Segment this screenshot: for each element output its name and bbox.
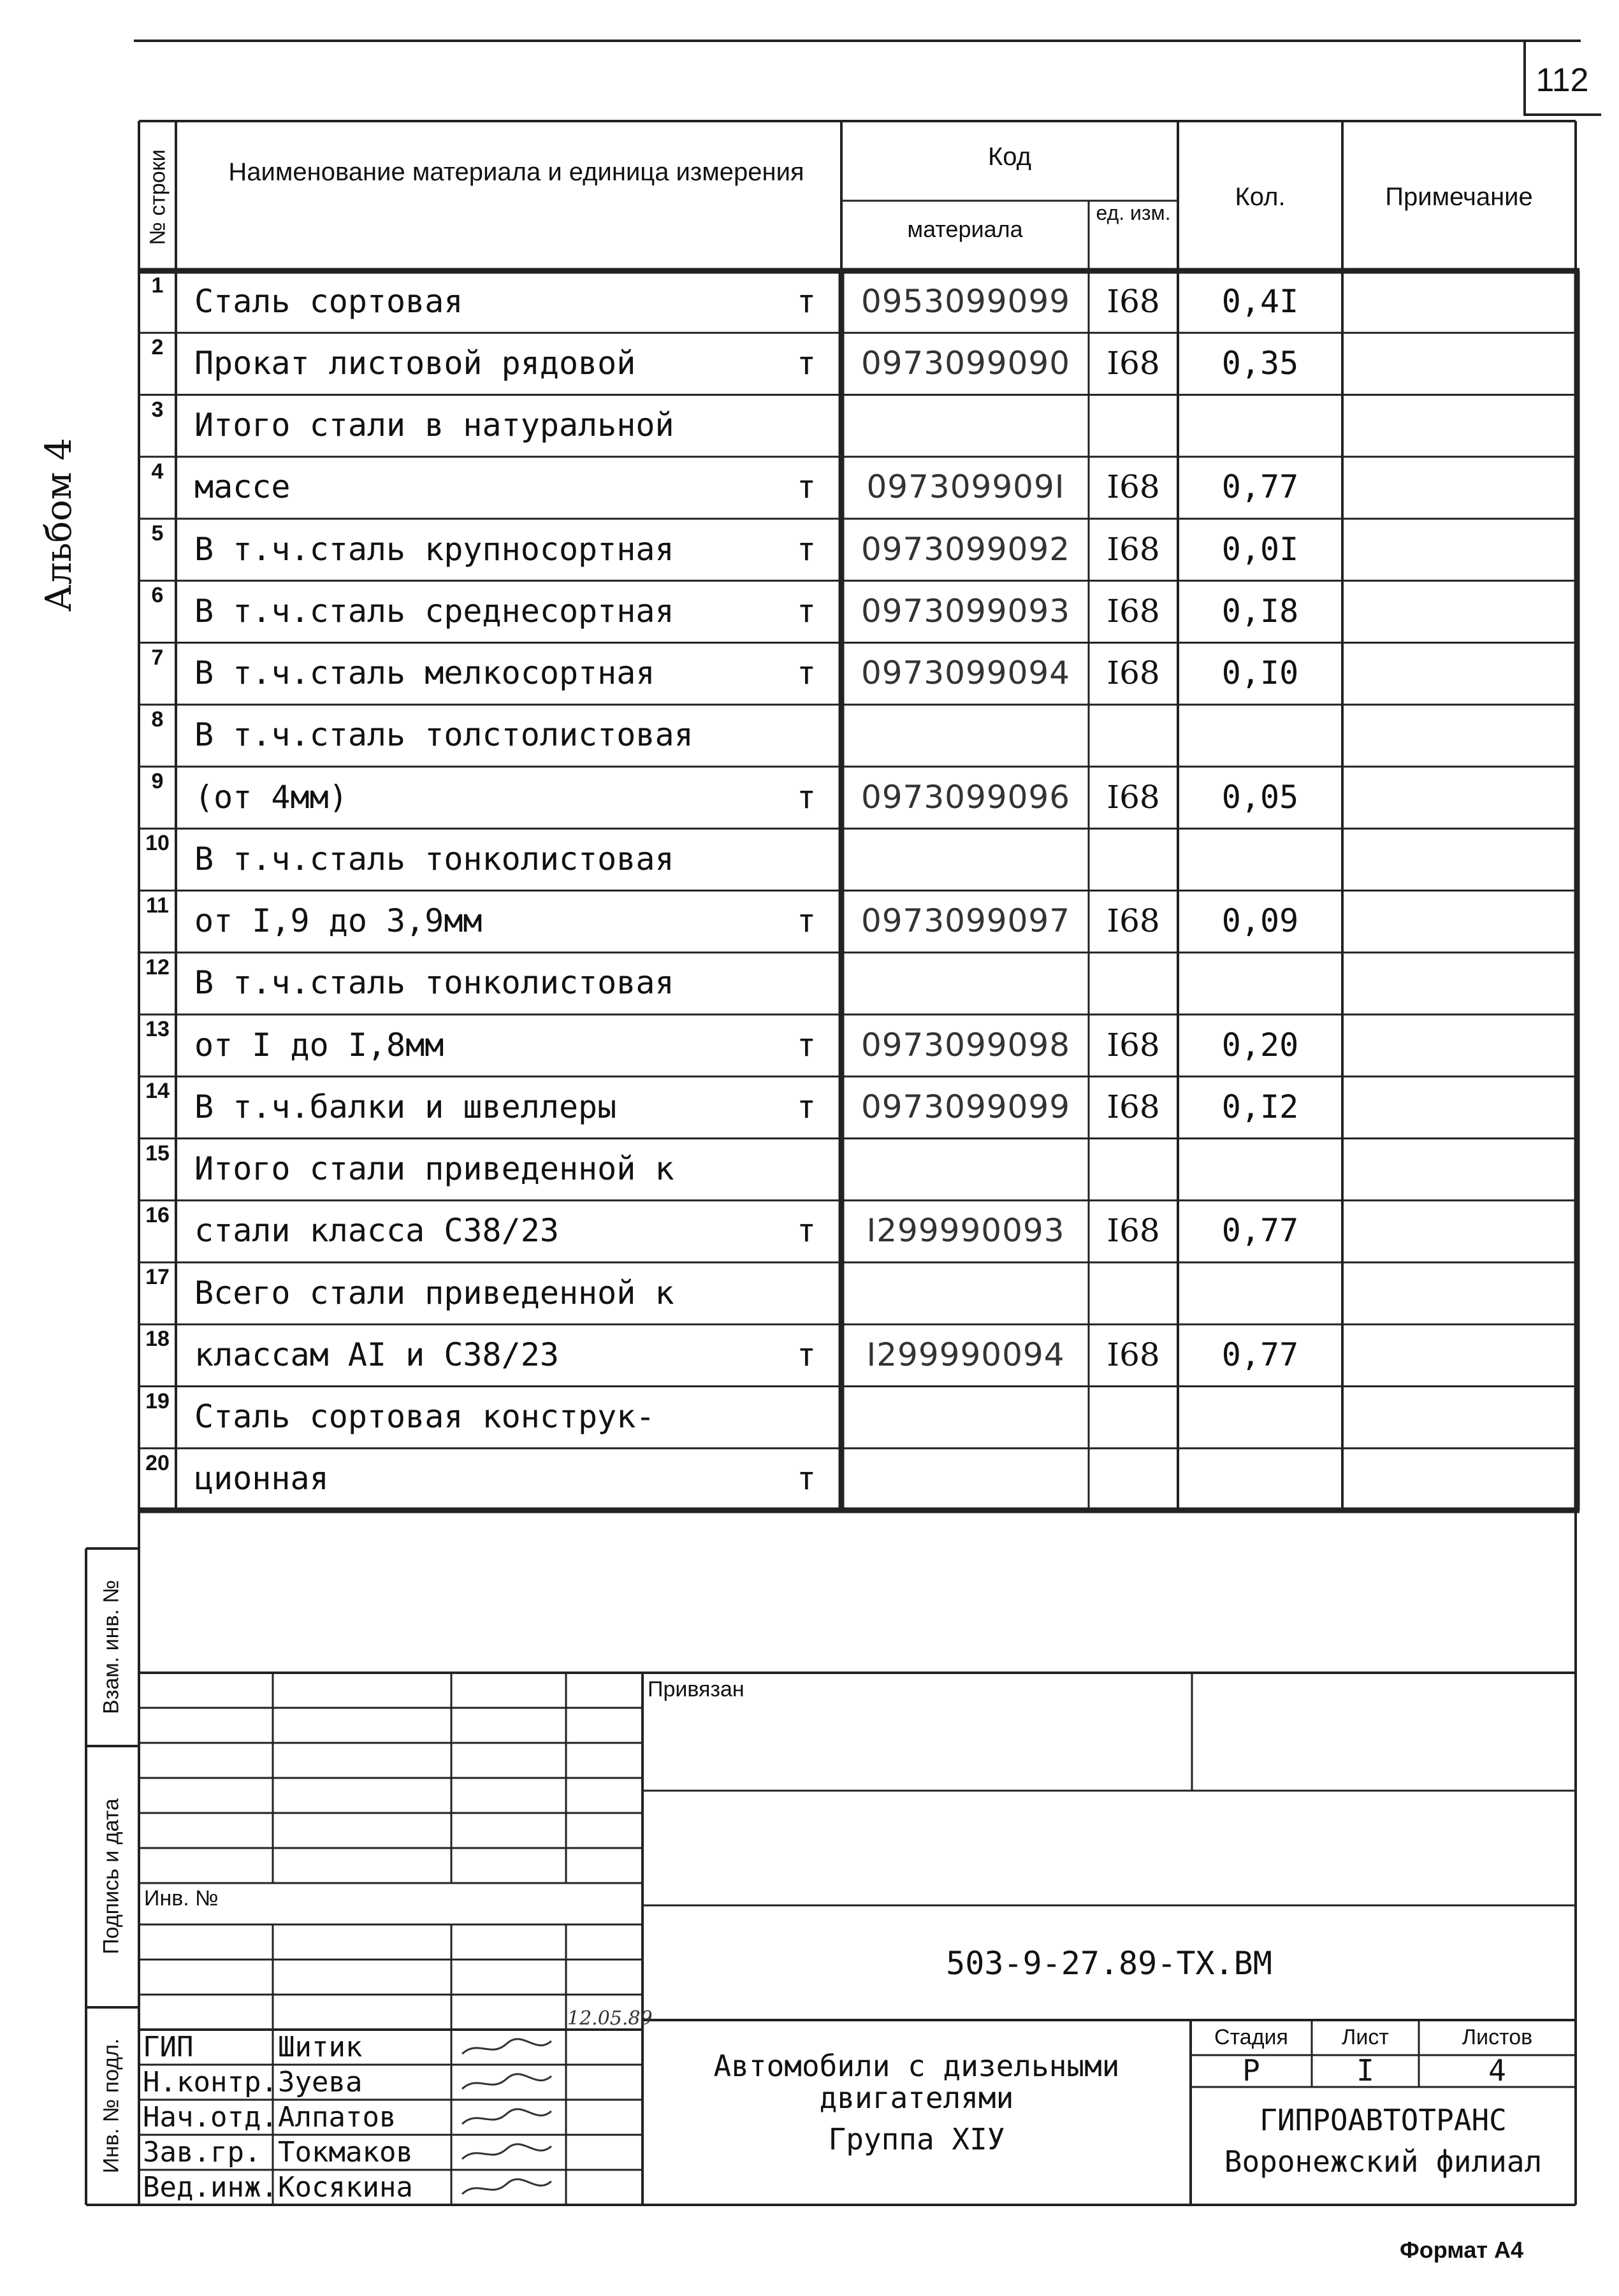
row-unit-symbol: т bbox=[796, 654, 817, 692]
row-name: массе bbox=[194, 468, 291, 506]
row-quantity: 0,I8 bbox=[1221, 592, 1299, 630]
row-number: 19 bbox=[145, 1389, 170, 1413]
row-number: 3 bbox=[151, 397, 164, 422]
row-material-code: 0973099093 bbox=[860, 592, 1071, 630]
row-number: 11 bbox=[146, 893, 169, 918]
stamp-person-name: Зуева bbox=[278, 2066, 363, 2098]
row-quantity: 0,77 bbox=[1221, 1336, 1299, 1373]
row-unit-code: I68 bbox=[1107, 468, 1160, 506]
row-quantity: 0,I2 bbox=[1221, 1088, 1299, 1125]
row-name: Итого стали приведенной к bbox=[194, 1150, 674, 1188]
stamp-stage-label: Стадия bbox=[1214, 2025, 1288, 2049]
header-material: материала bbox=[907, 216, 1023, 242]
row-unit-symbol: т bbox=[796, 1460, 817, 1498]
row-quantity: 0,77 bbox=[1221, 1212, 1299, 1250]
stamp-date: 12.05.89 bbox=[567, 2007, 653, 2030]
stamp-role: Вед.инж. bbox=[143, 2171, 278, 2204]
row-quantity: 0,0I bbox=[1221, 530, 1299, 568]
row-quantity: 0,09 bbox=[1221, 902, 1299, 940]
row-unit-code: I68 bbox=[1107, 902, 1160, 940]
stamp-title-1: Автомобили с дизельными bbox=[713, 2049, 1120, 2083]
row-material-code: I299990094 bbox=[866, 1336, 1065, 1373]
row-name: от I до I,8мм bbox=[194, 1026, 444, 1064]
row-unit-code: I68 bbox=[1107, 654, 1160, 692]
stamp-sheet-label: Лист bbox=[1342, 2025, 1389, 2049]
row-name: (от 4мм) bbox=[194, 778, 348, 816]
row-unit-code: I68 bbox=[1107, 1026, 1160, 1064]
row-number: 6 bbox=[151, 583, 164, 608]
side-label-inv-podl bbox=[86, 2007, 139, 2205]
signature-mark bbox=[459, 2071, 555, 2094]
row-name: стали класса С38/23 bbox=[194, 1212, 559, 1250]
header-unit: ед. изм. bbox=[1096, 201, 1171, 224]
side-label-podpis-text: Подпись и дата bbox=[99, 1798, 124, 1954]
row-number: 20 bbox=[145, 1450, 170, 1475]
row-name: В т.ч.сталь тонколистовая bbox=[194, 840, 674, 877]
signature-mark bbox=[459, 2176, 555, 2199]
side-label-vzam-text: Взам. инв. № bbox=[99, 1580, 124, 1714]
row-name: В т.ч.сталь тонколистовая bbox=[194, 964, 674, 1002]
header-name: Наименование материала и единица измерения bbox=[228, 158, 804, 186]
row-name: В т.ч.сталь толстолистовая bbox=[194, 716, 693, 754]
row-unit-code: I68 bbox=[1107, 778, 1160, 816]
row-number: 5 bbox=[151, 521, 164, 545]
signature-mark bbox=[459, 2106, 555, 2129]
row-name: В т.ч.сталь среднесортная bbox=[194, 592, 674, 630]
row-name: Всего стали приведенной к bbox=[194, 1274, 674, 1311]
row-name: Сталь сортовая bbox=[194, 282, 463, 320]
row-unit-symbol: т bbox=[796, 1026, 817, 1064]
stamp-role: Нач.отд. bbox=[143, 2101, 278, 2134]
row-material-code: 0953099099 bbox=[860, 282, 1071, 320]
row-quantity: 0,05 bbox=[1221, 778, 1299, 816]
row-unit-symbol: т bbox=[796, 468, 817, 506]
stamp-role: ГИП bbox=[143, 2031, 194, 2063]
row-unit-symbol: т bbox=[796, 344, 817, 382]
row-name: классам АI и С38/23 bbox=[194, 1336, 559, 1373]
stamp-org-2: Воронежский филиал bbox=[1224, 2144, 1543, 2179]
row-unit-symbol: т bbox=[796, 592, 817, 630]
stamp-role: Зав.гр. bbox=[143, 2136, 261, 2169]
row-unit-code: I68 bbox=[1107, 282, 1160, 320]
row-quantity: 0,20 bbox=[1221, 1026, 1299, 1064]
row-material-code: 0973099098 bbox=[860, 1026, 1071, 1064]
side-label-podpis bbox=[86, 1746, 139, 2007]
row-quantity: 0,77 bbox=[1221, 468, 1299, 506]
row-name: от I,9 до 3,9мм bbox=[194, 902, 483, 940]
stamp-org-1: ГИПРОАВТОТРАНС bbox=[1260, 2103, 1507, 2137]
format-label: Формат А4 bbox=[1400, 2237, 1524, 2263]
stamp-inv-no: Инв. № bbox=[144, 1886, 219, 1910]
row-unit-code: I68 bbox=[1107, 344, 1160, 382]
stamp-sheet: I bbox=[1356, 2053, 1374, 2088]
row-unit-symbol: т bbox=[796, 282, 817, 320]
album-label: Альбом 4 bbox=[38, 438, 80, 612]
row-material-code: 0973099096 bbox=[860, 778, 1071, 816]
row-unit-code: I68 bbox=[1107, 1336, 1160, 1373]
row-unit-code: I68 bbox=[1107, 1088, 1160, 1125]
row-quantity: 0,35 bbox=[1221, 344, 1299, 382]
row-number: 15 bbox=[145, 1141, 170, 1166]
stamp-stage: Р bbox=[1242, 2053, 1260, 2088]
row-number: 8 bbox=[151, 707, 164, 732]
row-material-code: 097309909I bbox=[866, 468, 1065, 506]
row-number: 17 bbox=[145, 1265, 170, 1289]
row-material-code: I299990093 bbox=[866, 1212, 1065, 1250]
stamp-person-name: Шитик bbox=[278, 2031, 363, 2063]
row-number: 1 bbox=[151, 273, 164, 298]
row-name: ционная bbox=[194, 1460, 329, 1498]
stamp-title-2: двигателями bbox=[819, 2081, 1014, 2115]
page-number: 112 bbox=[1536, 62, 1589, 99]
row-material-code: 0973099090 bbox=[860, 344, 1071, 382]
row-unit-symbol: т bbox=[796, 1336, 817, 1373]
row-quantity: 0,I0 bbox=[1221, 654, 1299, 692]
row-number: 16 bbox=[145, 1202, 170, 1227]
row-number: 7 bbox=[151, 645, 164, 670]
row-name: Итого стали в натуральной bbox=[194, 407, 674, 444]
row-number: 13 bbox=[145, 1017, 170, 1041]
row-name: В т.ч.сталь крупносортная bbox=[194, 530, 674, 568]
header-row-no-text: № строки bbox=[145, 149, 170, 245]
row-name: В т.ч.сталь мелкосортная bbox=[194, 654, 655, 692]
stamp-person-name: Алпатов bbox=[278, 2101, 396, 2134]
signature-mark bbox=[459, 2036, 555, 2059]
side-label-vzam bbox=[86, 1549, 139, 1746]
header-code: Код bbox=[987, 143, 1031, 171]
row-material-code: 0973099099 bbox=[860, 1088, 1071, 1125]
row-unit-code: I68 bbox=[1107, 592, 1160, 630]
row-unit-code: I68 bbox=[1107, 530, 1160, 568]
stamp-title-3: Группа XIУ bbox=[828, 2122, 1005, 2156]
row-number: 12 bbox=[145, 955, 170, 979]
stamp-person-name: Токмаков bbox=[278, 2136, 413, 2169]
row-number: 4 bbox=[151, 459, 164, 484]
row-unit-symbol: т bbox=[796, 530, 817, 568]
row-number: 18 bbox=[145, 1327, 170, 1352]
row-name: В т.ч.балки и швеллеры bbox=[194, 1088, 617, 1125]
row-unit-code: I68 bbox=[1107, 1212, 1160, 1250]
row-unit-symbol: т bbox=[796, 1212, 817, 1250]
stamp-privyazan: Привязан bbox=[648, 1677, 744, 1701]
row-number: 10 bbox=[145, 831, 170, 856]
row-number: 2 bbox=[151, 335, 164, 360]
header-note: Примечание bbox=[1385, 183, 1533, 211]
stamp-role: Н.контр. bbox=[143, 2066, 278, 2098]
side-label-inv-podl-text: Инв. № подл. bbox=[99, 2038, 124, 2174]
stamp-doc-code: 503-9-27.89-ТХ.ВМ bbox=[946, 1945, 1272, 1982]
row-material-code: 0973099092 bbox=[860, 530, 1071, 568]
row-number: 14 bbox=[145, 1079, 170, 1104]
row-unit-symbol: т bbox=[796, 902, 817, 940]
header-qty: Кол. bbox=[1235, 183, 1286, 211]
row-quantity: 0,4I bbox=[1221, 282, 1299, 320]
stamp-sheets: 4 bbox=[1488, 2053, 1506, 2088]
signature-mark bbox=[459, 2141, 555, 2164]
stamp-sheets-label: Листов bbox=[1462, 2025, 1533, 2049]
row-number: 9 bbox=[151, 769, 164, 793]
row-material-code: 0973099094 bbox=[860, 654, 1071, 692]
row-name: Сталь сортовая конструк- bbox=[194, 1398, 655, 1436]
row-name: Прокат листовой рядовой bbox=[194, 344, 636, 382]
row-unit-symbol: т bbox=[796, 1088, 817, 1125]
row-material-code: 0973099097 bbox=[860, 902, 1071, 940]
stamp-person-name: Косякина bbox=[278, 2171, 413, 2204]
row-unit-symbol: т bbox=[796, 778, 817, 816]
